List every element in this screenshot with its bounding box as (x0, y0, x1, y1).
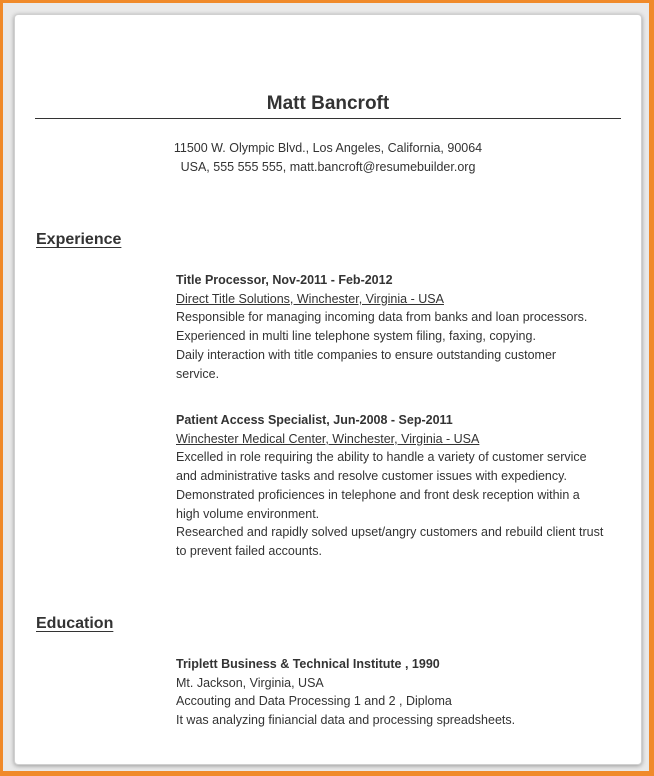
job-entry-1 (176, 271, 626, 383)
education-entry (176, 655, 626, 730)
job-description-line: service. (176, 366, 220, 381)
job-description-line: Excelled in role requiring the ability to handle a variety of customer service (176, 450, 587, 465)
resume-document (14, 14, 642, 765)
job-title: Title Processor, Nov-2011 - Feb-2012 (176, 273, 393, 287)
job-description-line: Daily interaction with title companies to ensure outstanding customer (176, 347, 557, 362)
education-line: Accouting and Data Processing 1 and 2 , Diploma (176, 694, 452, 709)
education-heading: Education (36, 615, 114, 632)
job-description-line: to prevent failed accounts. (176, 543, 322, 558)
education-line: Mt. Jackson, Virginia, USA (176, 675, 324, 690)
job-description-line: Experienced in multi line telephone system filing, faxing, copying. (176, 329, 536, 344)
job-description-line: Demonstrated proficiences in telephone and front desk reception within a (176, 487, 580, 502)
education-line: It was analyzing finiancial data and processing spreadsheets. (176, 713, 516, 728)
job-entry-2 (176, 411, 626, 561)
experience-heading: Experience (36, 231, 122, 248)
header-divider (35, 118, 621, 119)
job-description-line: and administrative tasks and resolve customer issues with expediency. (176, 469, 567, 484)
address-line-1: 11500 W. Olympic Blvd., Los Angeles, California, 90064 (173, 141, 483, 155)
school-name: Triplett Business & Technical Institute , 1990 (176, 657, 440, 671)
job-company: Direct Title Solutions, Winchester, Virginia - USA (176, 291, 444, 306)
job-company: Winchester Medical Center, Winchester, Virginia - USA (176, 431, 480, 446)
resume-name: Matt Bancroft (266, 93, 390, 114)
address-line-2: USA, 555 555 555, matt.bancroft@resumebuilder.org (180, 160, 476, 174)
job-description-line: Responsible for managing incoming data from banks and loan processors. (176, 310, 588, 325)
job-description-line: high volume environment. (176, 506, 320, 521)
job-title: Patient Access Specialist, Jun-2008 - Sep-2011 (176, 413, 453, 427)
page-frame (3, 3, 649, 771)
job-description-line: Researched and rapidly solved upset/angry customers and rebuild client trust (176, 525, 604, 540)
